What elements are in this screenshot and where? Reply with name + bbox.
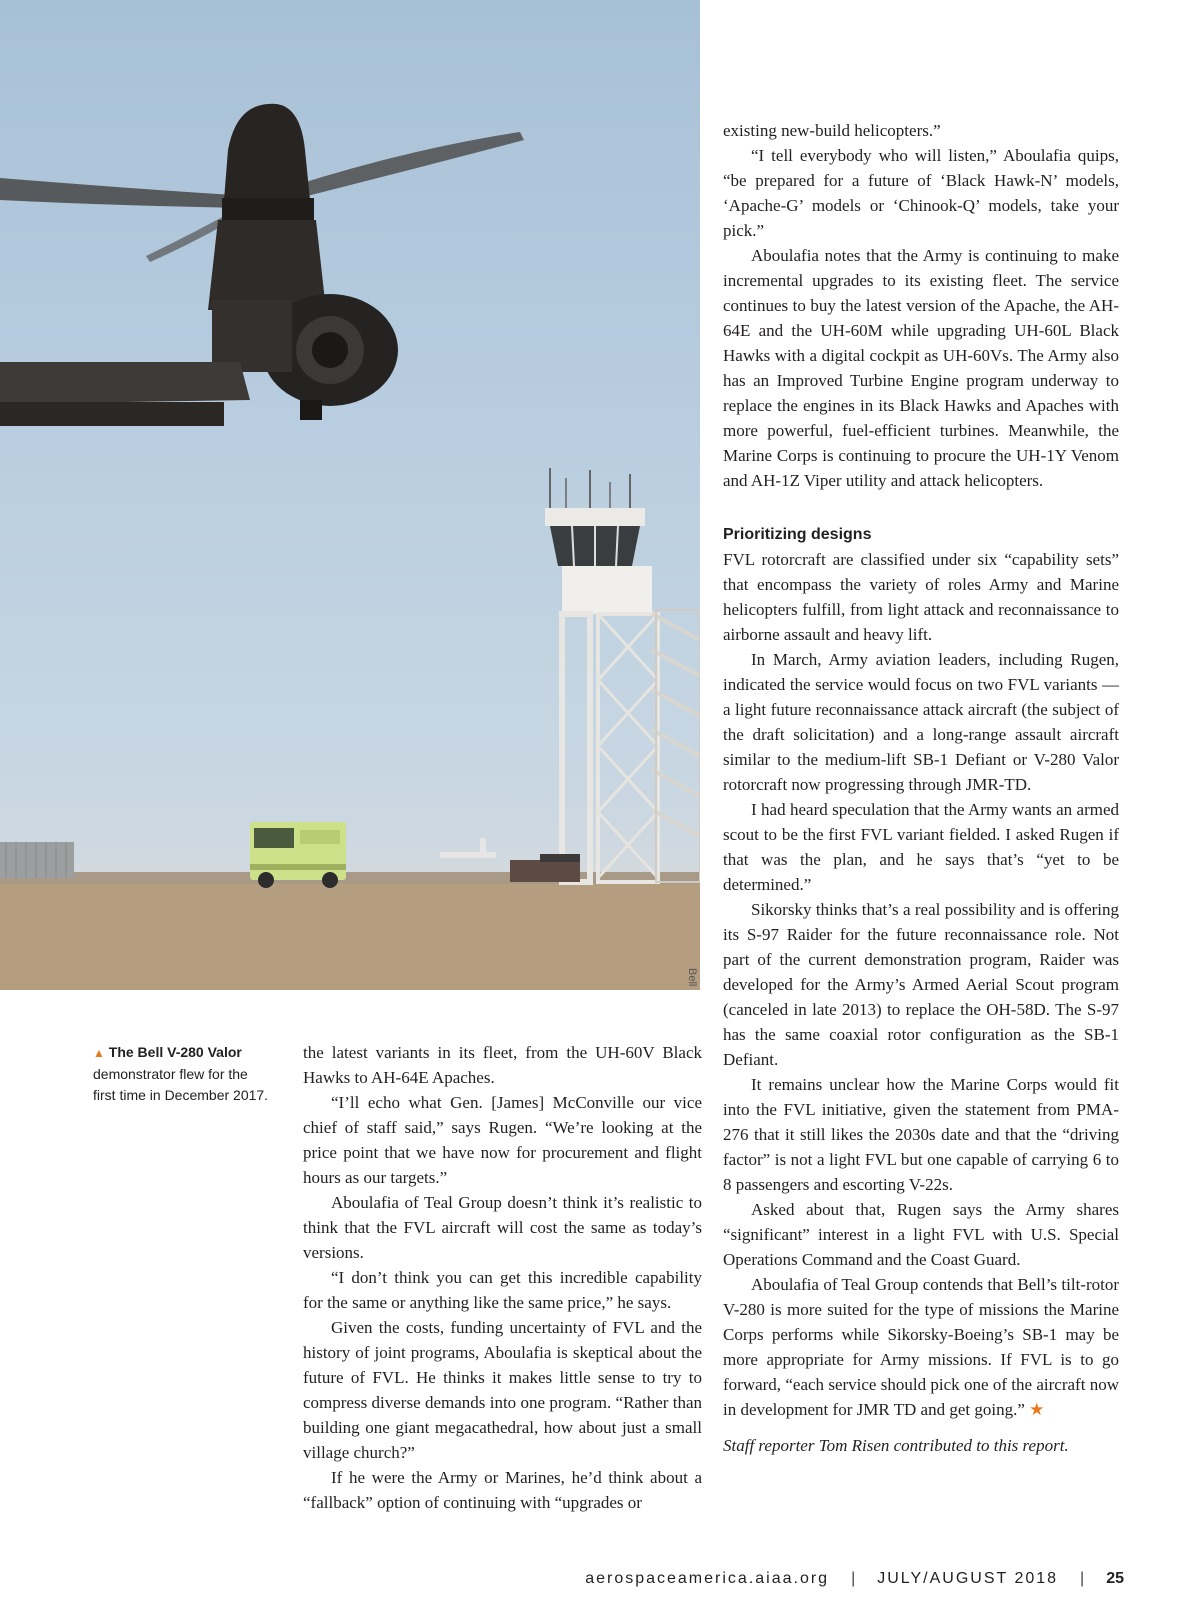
paragraph: In March, Army aviation leaders, including Rugen, indicated the service would focus on two FVL variants — a light future reconnaissance attack aircraft (the subject of the draft solicitation) and a long-range assault aircraft similar to the medium-lift SB-1 Defiant or V-280 Valor rotorcraft now progressing through JMR-TD.	[723, 650, 1119, 794]
photo-credit: Bell	[686, 968, 698, 987]
article-column-left	[303, 1040, 702, 1515]
end-star-icon: ★	[1029, 1400, 1045, 1419]
paragraph: existing new-build helicopters.”	[723, 121, 941, 140]
paragraph: Asked about that, Rugen says the Army shares “significant” interest in a light FVL with U.S. Special Operations Command and the Coast Guard.	[723, 1200, 1119, 1269]
footer-issue: JULY/AUGUST 2018	[877, 1570, 1059, 1587]
staff-note: Staff reporter Tom Risen contributed to this report.	[723, 1436, 1069, 1455]
photo-caption	[93, 1042, 273, 1106]
footer-site: aerospaceamerica.aiaa.org	[585, 1570, 830, 1587]
article-column-right	[723, 118, 1119, 1458]
paragraph-final	[723, 1272, 1119, 1422]
footer-separator: |	[851, 1570, 856, 1587]
paragraph: If he were the Army or Marines, he’d think about a “fallback” option of continuing with “upgrades or	[303, 1468, 702, 1512]
horizon-strip	[0, 872, 700, 884]
tarmac	[0, 880, 700, 990]
paragraph: Aboulafia notes that the Army is continuing to make incremental upgrades to its existing fleet. The service continues to buy the latest version of the Apache, the AH-64E and the UH-60M while upgrading UH-60L Black Hawks with a digital cockpit as UH-60Vs. The Army also has an Improved Turbine Engine program underway to replace the engines in its Black Hawks and Apaches with more powerful, fuel-efficient turbines. Meanwhile, the Marine Corps is continuing to procure the UH-1Y Venom and AH-1Z Viper utility and attack helicopters.	[723, 246, 1119, 490]
paragraph: I had heard speculation that the Army wants an armed scout to be the first FVL variant fielded. I asked Rugen if that was the plan, and he says that’s “yet to be determined.”	[723, 800, 1119, 894]
footer-separator: |	[1080, 1570, 1085, 1587]
paragraph: “I tell everybody who will listen,” Aboulafia quips, “be prepared for a future of ‘Black Hawk-N’ models, ‘Apache-G’ models or ‘Chinook-Q’ models, take your pick.”	[723, 146, 1119, 240]
paragraph: FVL rotorcraft are classified under six “capability sets” that encompass the variety of roles Army and Marine helicopters fulfill, from light attack and reconnaissance to airborne assault and heavy lift.	[723, 550, 1119, 644]
caption-body: demonstrator flew for the first time in December 2017.	[93, 1066, 269, 1103]
fire-truck	[250, 822, 346, 888]
wing	[0, 362, 250, 426]
section-heading: Prioritizing designs	[723, 526, 872, 543]
paragraph: It remains unclear how the Marine Corps would fit into the FVL initiative, given the statement from PMA-276 that it still likes the 2030s date and that the “driving factor” is not a light FVL but one capable of carrying 6 to 8 passengers and escorting V-22s.	[723, 1075, 1119, 1194]
page-footer	[550, 1567, 1124, 1591]
hero-photo	[0, 0, 700, 990]
caption-triangle-icon: ▲	[93, 1046, 105, 1060]
paragraph: Aboulafia of Teal Group doesn’t think it’s realistic to think that the FVL aircraft will cost the same as today’s versions.	[303, 1193, 702, 1262]
paragraph: the latest variants in its fleet, from the UH-60V Black Hawks to AH-64E Apaches.	[303, 1043, 702, 1087]
paragraph: “I’ll echo what Gen. [James] McConville our vice chief of staff said,” says Rugen. “We’re looking at the price point that we have now for procurement and flight hours as our targets.”	[303, 1093, 702, 1187]
photo-illustration	[0, 0, 700, 990]
caption-title: The Bell V-280 Valor	[108, 1044, 242, 1060]
paragraph-text: Aboulafia of Teal Group contends that Bell’s tilt-rotor V-280 is more suited for the type of missions the Marine Corps performs while Sikorsky-Boeing’s SB-1 may be more appropriate for Army missions. If FVL is to go forward, “each service should pick one of the aircraft now in development for JMR TD and get going.”	[723, 1275, 1119, 1419]
page-number: 25	[1106, 1570, 1124, 1587]
fence	[0, 842, 74, 878]
paragraph: Given the costs, funding uncertainty of FVL and the history of joint programs, Aboulafia is skeptical about the future of FVL. He thinks it makes little sense to try to compress diverse demands into one program. “Rather than building one giant megacathedral, how about just a small village church?”	[303, 1318, 702, 1462]
paragraph: Sikorsky thinks that’s a real possibility and is offering its S-97 Raider for the future reconnaissance role. Not part of the current demonstration program, Raider was developed for the Army’s Armed Aerial Scout program (canceled in late 2013) to replace the OH-58D. The S-97 has the same coaxial rotor configuration as the SB-1 Defiant.	[723, 900, 1119, 1069]
paragraph: “I don’t think you can get this incredible capability for the same or anything like the same price,” he says.	[303, 1268, 702, 1312]
control-tower	[545, 468, 700, 882]
